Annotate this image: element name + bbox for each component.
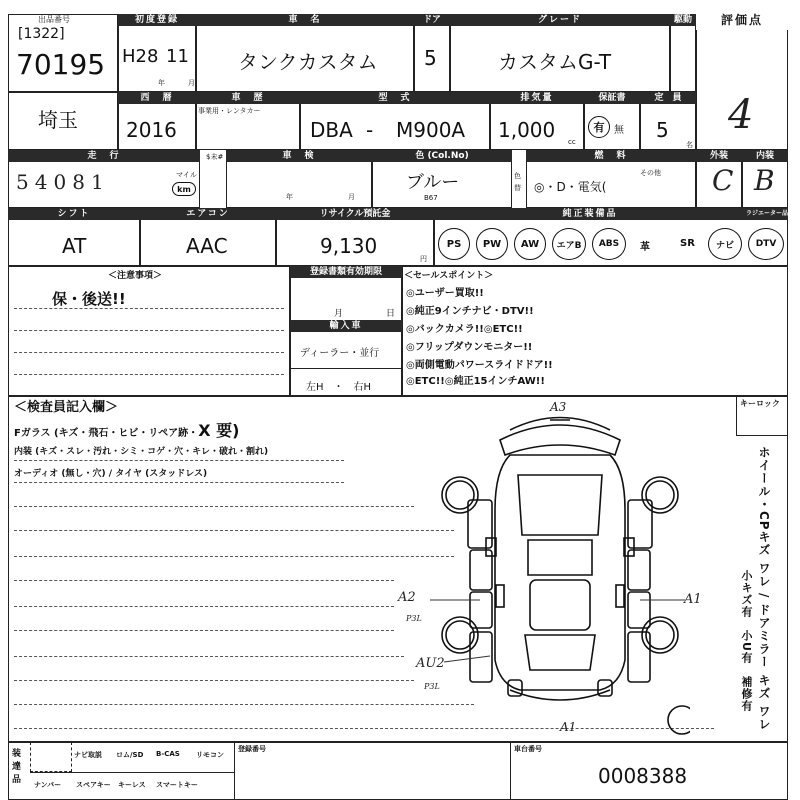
- first-reg-era: H28: [122, 46, 159, 67]
- doors-label: ドア: [414, 14, 450, 26]
- first-reg-month: 11: [166, 46, 189, 67]
- caution-line: [14, 352, 284, 353]
- color-change: 色替: [514, 172, 521, 192]
- equip-leather: 革: [640, 242, 650, 253]
- radial-label: ラジエーター品: [746, 208, 788, 220]
- inspection-month-unit: 月: [348, 193, 355, 201]
- first-reg-year-unit: 年: [158, 79, 165, 87]
- sales-point: ◎ユーザー買取!!: [406, 288, 484, 299]
- inspection-line: [14, 606, 394, 607]
- deadline-day: 日: [386, 309, 396, 319]
- footer-item: ナンバー: [34, 781, 62, 789]
- inspection-date-label: 車 検: [226, 150, 372, 162]
- equip-dtv: DTV: [748, 228, 784, 260]
- fglass-text: Fガラス (キズ・飛石・ヒビ・リペア跡・: [14, 428, 199, 439]
- inspection-year-unit: 年: [286, 193, 293, 201]
- inspection-line: [14, 580, 394, 581]
- footer-side-label: 装 達 品: [12, 749, 22, 785]
- footer-divider: [234, 742, 235, 800]
- annot-a1-bottom: A1: [560, 720, 577, 734]
- footer-item: スペアキー: [76, 781, 111, 789]
- exterior-label: 外装: [696, 150, 742, 162]
- mileage-digits: [16, 170, 104, 194]
- displacement-label: 排気量: [490, 92, 584, 104]
- footer-mid-line: [30, 772, 234, 773]
- annot-a3: A3: [550, 400, 567, 414]
- car-name-label: 車 名: [196, 14, 414, 26]
- inspection-line: [14, 704, 474, 705]
- caution-label: ＜注意事項＞: [108, 271, 163, 281]
- sales-point: ◎純正9インチナビ・DTV!!: [406, 306, 534, 317]
- interior-label: 内装: [742, 150, 788, 162]
- keyroc-label: キーロック: [740, 399, 780, 408]
- fuel-other: その他: [640, 169, 661, 177]
- mileage-digit: 1: [90, 170, 104, 194]
- mileage-digit: 8: [72, 170, 85, 194]
- equip-abs: ABS: [592, 228, 626, 260]
- score-value: 4: [728, 92, 754, 138]
- recycle-value: 9,130: [320, 234, 378, 258]
- inspection-line: [14, 680, 414, 681]
- history-sub: 事業用・レンタカー: [198, 107, 261, 115]
- inspection-line: [14, 482, 344, 483]
- inspection-line3: オーディオ (無し・穴) / タイヤ (スタッドレス): [14, 469, 208, 479]
- reg-no-label: 登録番号: [238, 745, 266, 753]
- grade-value: カスタムG-T: [498, 50, 612, 74]
- displacement-value: 1,000: [498, 118, 556, 142]
- footer-handwrite-box: [30, 742, 72, 772]
- color-label: 色 (Col.No): [372, 150, 512, 162]
- footer-item: スマートキー: [156, 781, 198, 789]
- lot-number: 70195: [16, 48, 106, 81]
- sales-point: ◎ETC!!◎純正15インチAW!!: [406, 376, 545, 387]
- deadline-label: 登録書類有効期限: [290, 266, 402, 278]
- inspection-line1: [14, 418, 239, 441]
- recycle-label: リサイクル預託金: [276, 208, 434, 220]
- caution-cell: [8, 266, 290, 396]
- color-value: ブルー: [406, 172, 460, 193]
- annot-p3l-2: P3L: [424, 682, 440, 691]
- inspection-title: ＜検査員記入欄＞: [14, 400, 119, 415]
- equipment-label: 純正装備品: [434, 208, 746, 220]
- import-label: 輸入車: [290, 320, 402, 332]
- deadline-month: 月: [334, 309, 344, 319]
- odo-label: $未#: [206, 153, 224, 161]
- cc-unit: cc: [568, 138, 576, 146]
- equip-sunroof: SR: [680, 238, 695, 249]
- footer-item: リモコン: [196, 751, 224, 759]
- chassis-number: 0008388: [598, 764, 688, 788]
- western-year-label: 西 暦: [118, 92, 196, 104]
- first-reg-month-unit: 月: [188, 79, 195, 87]
- capacity-unit: 名: [686, 141, 693, 149]
- warranty-label: 保証書: [584, 92, 640, 104]
- inspection-line: [14, 506, 414, 507]
- exterior-grade: C: [712, 164, 734, 197]
- grade-label: グレード: [450, 14, 670, 26]
- annot-au2: AU2: [416, 656, 445, 671]
- ac-value: AAC: [186, 234, 228, 258]
- inspection-line: [14, 656, 404, 657]
- model-prefix: DBA: [310, 118, 353, 142]
- footer-item: ナビ取説: [74, 751, 102, 759]
- chassis-label: 車台番号: [514, 745, 542, 753]
- km-circle: km: [172, 182, 196, 196]
- caution-line: [14, 308, 284, 309]
- annot-a1-side: A1: [684, 592, 702, 607]
- region-value: 埼玉: [38, 108, 78, 132]
- footer-divider: [510, 742, 511, 800]
- western-year-value: 2016: [126, 118, 177, 142]
- lot-bracket: [1322]: [18, 26, 65, 42]
- color-code: B67: [424, 194, 438, 202]
- footer-item: B-CAS: [156, 750, 180, 758]
- inspection-line: [14, 556, 454, 557]
- capacity-value: 5: [656, 118, 669, 142]
- caution-line: [14, 330, 284, 331]
- dealer-option: ディーラー・並行: [300, 348, 380, 359]
- inspection-line: [14, 530, 454, 531]
- caution-text: 保・後送!!: [52, 290, 126, 308]
- annot-p3l-1: P3L: [406, 614, 422, 623]
- warranty-yes-circle: 有: [588, 116, 610, 138]
- interior-grade: B: [754, 164, 775, 197]
- lot-label: 出品番号: [38, 15, 70, 24]
- inspection-line: [14, 630, 394, 631]
- legend-vertical: ホイール・CPキズ ワレ / ドアミラー キズ ワレ: [757, 446, 771, 731]
- shift-label: シフト: [8, 208, 140, 220]
- warranty-no: 無: [614, 125, 624, 136]
- model-label: 型 式: [300, 92, 490, 104]
- mileage-digit: 5: [16, 170, 29, 194]
- drive-label: 駆動: [670, 14, 696, 26]
- mileage-label: 走 行: [8, 150, 200, 162]
- mileage-digit: 0: [53, 170, 67, 194]
- capacity-label: 定 員: [640, 92, 696, 104]
- sales-point: ◎両側電動パワースライドドア!!: [406, 360, 553, 371]
- annot-a2: A2: [398, 590, 416, 605]
- doors-value: 5: [424, 46, 437, 70]
- yen-unit: 円: [420, 255, 427, 263]
- equip-ps: PS: [438, 228, 470, 260]
- car-name: タンクカスタム: [238, 50, 378, 74]
- inspection-line2: 内装 (キズ・スレ・汚れ・シミ・コゲ・穴・キレ・破れ・割れ): [14, 447, 269, 457]
- ac-label: エアコン: [140, 208, 276, 220]
- first-reg-label: 初度登録: [118, 14, 196, 26]
- score-label: 評価点: [696, 14, 788, 30]
- equip-navi: ナビ: [708, 228, 742, 260]
- fuel-options: ◎・D・電気(: [534, 180, 607, 194]
- equip-airbag: エアB: [552, 228, 586, 260]
- sales-point: ◎フリップダウンモニター!!: [406, 342, 533, 353]
- legend-small: 小キズ有 小U有 補修有: [740, 570, 753, 712]
- equip-aw: AW: [514, 228, 546, 260]
- model-value: M900A: [396, 118, 466, 142]
- fglass-mark: X 要): [198, 421, 240, 440]
- fuel-label: 燃 料: [526, 150, 696, 162]
- caution-line: [14, 374, 284, 375]
- mile-label: マイル: [176, 171, 197, 179]
- footer-item: ロム/SD: [116, 751, 144, 759]
- car-diagram: [430, 400, 690, 735]
- inspection-line: [14, 460, 344, 461]
- sales-point: ◎バックカメラ!!◎ETC!!: [406, 324, 523, 335]
- shift-value: AT: [62, 234, 87, 258]
- annot-leaders: [430, 590, 690, 670]
- mileage-digit: 4: [34, 170, 48, 194]
- equip-pw: PW: [476, 228, 508, 260]
- sales-label: ＜セールスポイント＞: [404, 271, 494, 281]
- handle-option: 左H ・ 右H: [306, 382, 372, 393]
- deadline-divider: [290, 368, 402, 369]
- model-dash: -: [366, 118, 374, 142]
- footer-item: キーレス: [118, 781, 146, 789]
- history-label: 車 歴: [196, 92, 300, 104]
